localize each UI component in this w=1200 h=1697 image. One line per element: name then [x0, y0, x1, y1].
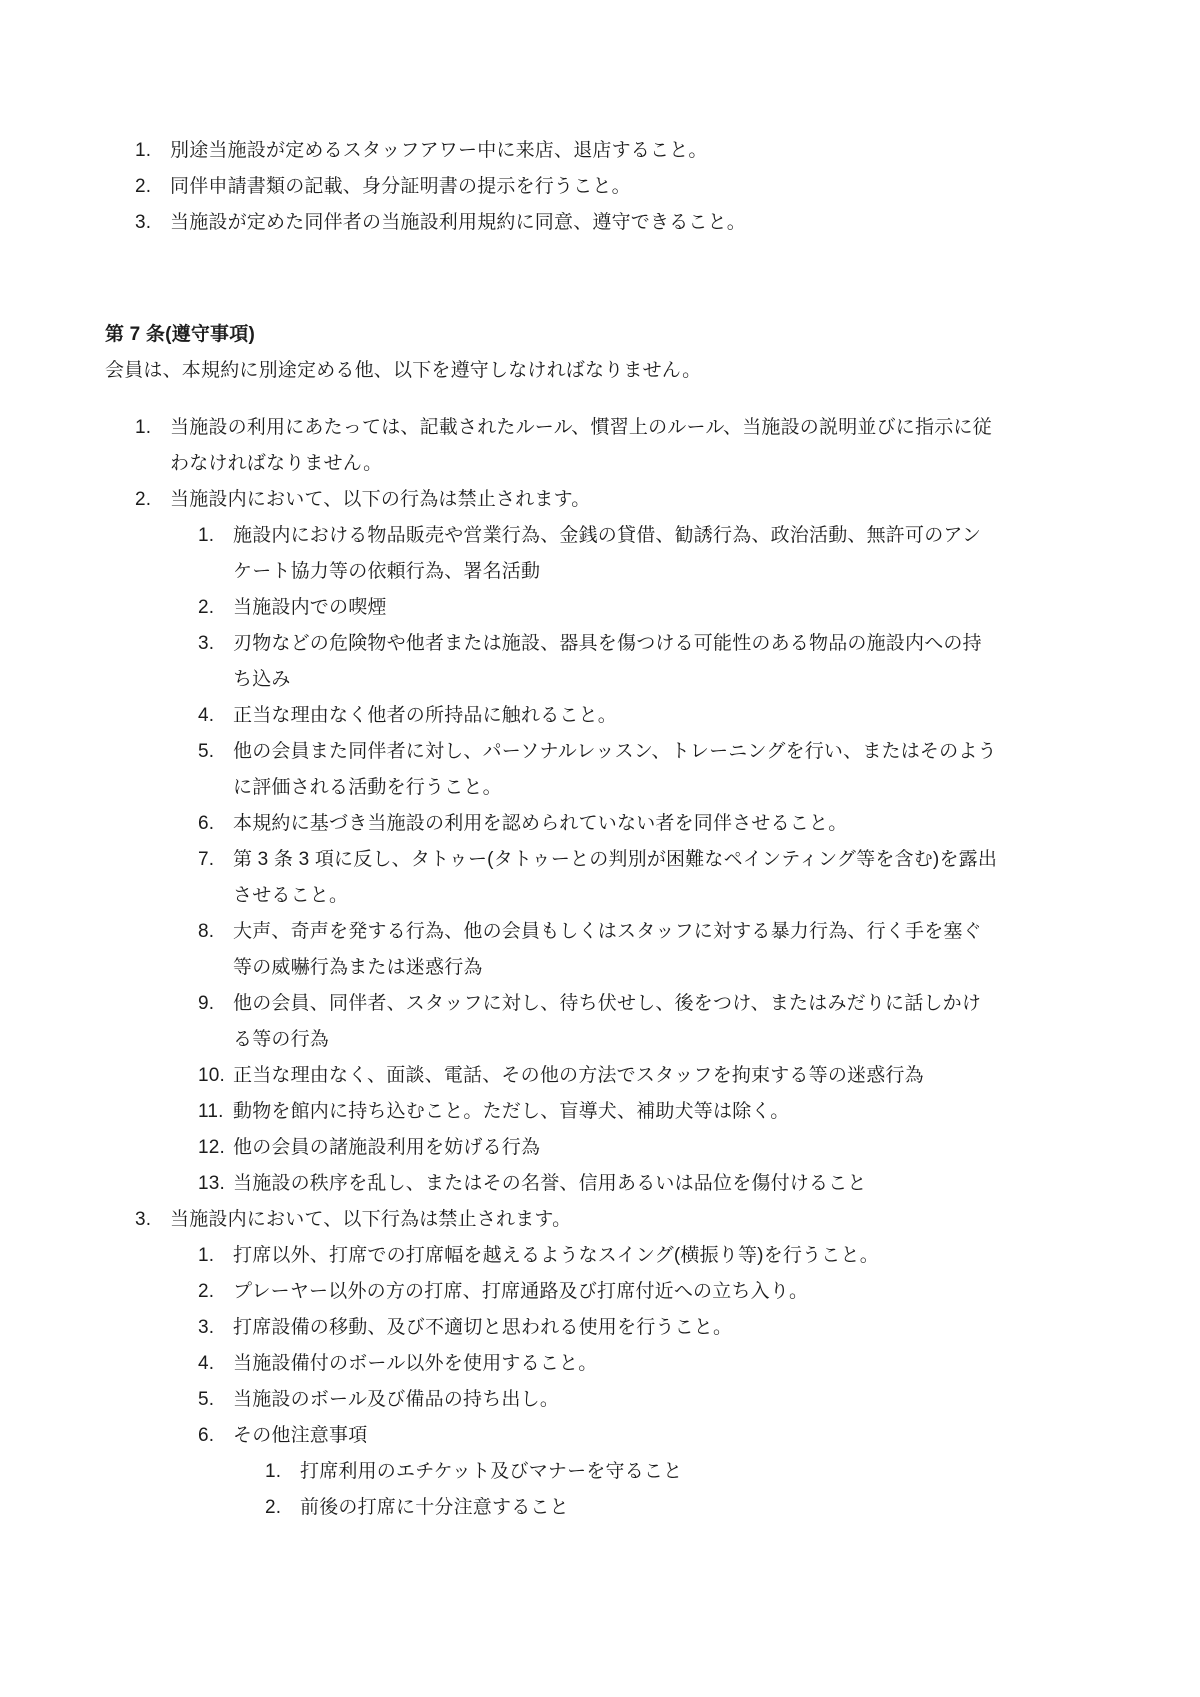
list-item-text: 当施設備付のボール以外を使用すること。 [233, 1353, 598, 1374]
list-item-text: 当施設の利用にあたっては、記載されたルール、慣習上のルール、当施設の説明並びに指示に従わなければなりません。 [170, 417, 992, 474]
list-item [300, 1490, 998, 1526]
list-item [233, 914, 998, 986]
intro-list [170, 133, 998, 241]
section-intro-paragraph: 会員は、本規約に別途定める他、以下を遵守しなければなりません。 [105, 360, 702, 381]
list-item [233, 1238, 998, 1274]
list-item-text: 正当な理由なく、面談、電話、その他の方法でスタッフを拘束する等の迷惑行為 [233, 1065, 924, 1086]
list-item-text: 当施設内において、以下行為は禁止されます。 [170, 1209, 572, 1230]
list-item-text: 打席利用のエチケット及びマナーを守ること [300, 1461, 683, 1482]
list-item-text: その他注意事項 [233, 1425, 368, 1446]
list-item-text: 刃物などの危険物や他者または施設、器具を傷つける可能性のある物品の施設内への持ち込み [233, 633, 982, 690]
list-item [233, 842, 998, 914]
list-item-text: 他の会員また同伴者に対し、パーソナルレッスン、トレーニングを行い、またはそのように評価される活動を行うこと。 [233, 741, 997, 798]
list-item [233, 986, 998, 1058]
list-item [233, 590, 998, 626]
list-item-text: 施設内における物品販売や営業行為、金銭の貸借、勧誘行為、政治活動、無許可のアンケート協力等の依頼行為、署名活動 [233, 525, 982, 582]
list-item-text: 動物を館内に持ち込むこと。ただし、盲導犬、補助犬等は除く。 [233, 1101, 790, 1122]
main-rules-list [170, 410, 998, 1526]
sub-list [233, 1238, 998, 1526]
list-item-text: 当施設内において、以下の行為は禁止されます。 [170, 489, 591, 510]
list-item-text: 打席設備の移動、及び不適切と思われる使用を行うこと。 [233, 1317, 733, 1338]
list-item-text: プレーヤー以外の方の打席、打席通路及び打席付近への立ち入り。 [233, 1281, 809, 1302]
list-item-text: 当施設が定めた同伴者の当施設利用規約に同意、遵守できること。 [170, 212, 747, 233]
list-item-text: 前後の打席に十分注意すること [300, 1497, 569, 1518]
list-item-text: 本規約に基づき当施設の利用を認められていない者を同伴させること。 [233, 813, 848, 834]
list-item [170, 1202, 998, 1526]
list-item [233, 626, 998, 698]
list-item [233, 1418, 998, 1526]
list-item [170, 205, 998, 241]
list-item-text: 当施設の秩序を乱し、またはその名誉、信用あるいは品位を傷付けること [233, 1173, 867, 1194]
list-item-text: 正当な理由なく他者の所持品に触れること。 [233, 705, 618, 726]
list-item [233, 1058, 998, 1094]
section-heading: 第 7 条(遵守事項) [105, 324, 255, 345]
list-item [170, 410, 998, 482]
sub-list [300, 1454, 998, 1526]
list-item-text: 第 3 条 3 項に反し、タトゥー(タトゥーとの判別が困難なペインティング等を含む)を露出させること。 [233, 849, 998, 906]
list-item-text: 当施設のボール及び備品の持ち出し。 [233, 1389, 560, 1410]
list-item [233, 1130, 998, 1166]
list-item [233, 1346, 998, 1382]
list-item [233, 698, 998, 734]
list-item-text: 同伴申請書類の記載、身分証明書の提示を行うこと。 [170, 176, 631, 197]
list-item [170, 482, 998, 1202]
list-item-text: 他の会員の諸施設利用を妨げる行為 [233, 1137, 541, 1158]
list-item-text: 当施設内での喫煙 [233, 597, 387, 618]
sub-list [233, 518, 998, 1202]
list-item [300, 1454, 998, 1490]
list-item-text: 別途当施設が定めるスタッフアワー中に来店、退店すること。 [170, 140, 708, 161]
list-item [233, 518, 998, 590]
list-item [233, 1094, 998, 1130]
list-item [170, 169, 998, 205]
list-item [233, 1274, 998, 1310]
list-item [233, 734, 998, 806]
list-item-text: 大声、奇声を発する行為、他の会員もしくはスタッフに対する暴力行為、行く手を塞ぐ等の威嚇行為または迷惑行為 [233, 921, 982, 978]
list-item-text: 他の会員、同伴者、スタッフに対し、待ち伏せし、後をつけ、またはみだりに話しかける等の行為 [233, 993, 982, 1050]
list-item [233, 1382, 998, 1418]
list-item [233, 1166, 998, 1202]
list-item [233, 806, 998, 842]
list-item-text: 打席以外、打席での打席幅を越えるようなスイング(横振り等)を行うこと。 [233, 1245, 879, 1266]
list-item [170, 133, 998, 169]
list-item [233, 1310, 998, 1346]
